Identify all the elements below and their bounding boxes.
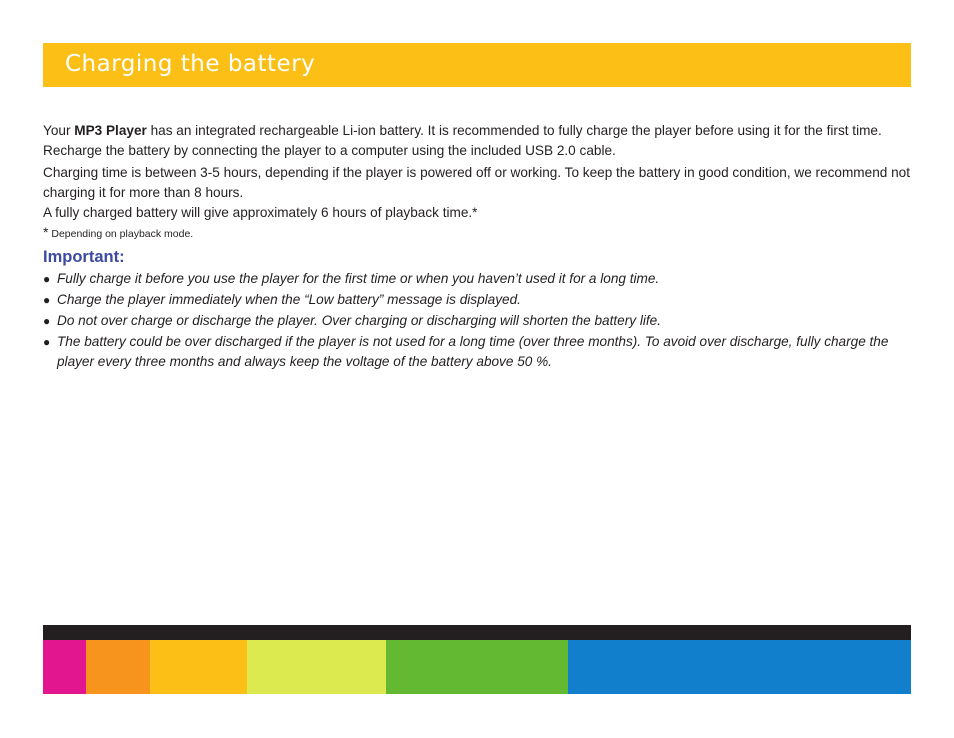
list-item xyxy=(43,311,913,331)
list-item-text: Fully charge it before you use the player for the first time or when you haven’t used it for a long time. xyxy=(57,271,660,286)
list-item-text: Charge the player immediately when the “Low battery” message is displayed. xyxy=(57,292,521,307)
main-content xyxy=(43,121,913,372)
intro-paragraph xyxy=(43,121,913,141)
bullet-icon: ● xyxy=(43,335,51,349)
list-item xyxy=(43,290,913,310)
bullet-icon: ● xyxy=(43,314,51,328)
footer-color-strip xyxy=(43,640,911,694)
charging-time-text: Charging time is between 3-5 hours, depending if the player is powered off or working. To keep the battery in good condition, we recommend not charging it for more than 8 hours. xyxy=(43,165,910,200)
important-heading: Important: xyxy=(43,248,125,266)
list-item-text: The battery could be over discharged if the player is not used for a long time (over three months). To avoid over discharge, fully charge the player every three months and always keep the voltage of the battery above 50 %. xyxy=(57,334,889,369)
important-list xyxy=(43,269,913,372)
intro-rest: has an integrated rechargeable Li-ion battery. It is recommended to fully charge the player before using it for the first time. xyxy=(146,123,882,138)
color-swatch-blue xyxy=(568,640,911,694)
list-item-text: Do not over charge or discharge the player. Over charging or discharging will shorten the battery life. xyxy=(57,313,661,328)
footer-dark-bar xyxy=(43,625,911,640)
footnote-star: * xyxy=(43,224,49,240)
recharge-instruction: Recharge the battery by connecting the player to a computer using the included USB 2.0 cable. xyxy=(43,143,616,158)
color-swatch-magenta xyxy=(43,640,86,694)
bullet-icon: ● xyxy=(43,293,51,307)
section-header-bar xyxy=(43,43,911,87)
color-swatch-orange xyxy=(86,640,150,694)
footnote xyxy=(43,223,913,243)
bullet-icon: ● xyxy=(43,272,51,286)
product-name: MP3 Player xyxy=(74,123,147,138)
intro-prefix: Your xyxy=(43,123,75,138)
color-swatch-yellow xyxy=(150,640,247,694)
list-item xyxy=(43,269,913,289)
footnote-text: Depending on playback mode. xyxy=(48,228,194,240)
list-item xyxy=(43,332,913,372)
color-swatch-green xyxy=(386,640,568,694)
color-swatch-lime xyxy=(247,640,386,694)
playback-time-text: A fully charged battery will give approximately 6 hours of playback time.* xyxy=(43,205,478,220)
page-title: Charging the battery xyxy=(65,51,316,77)
